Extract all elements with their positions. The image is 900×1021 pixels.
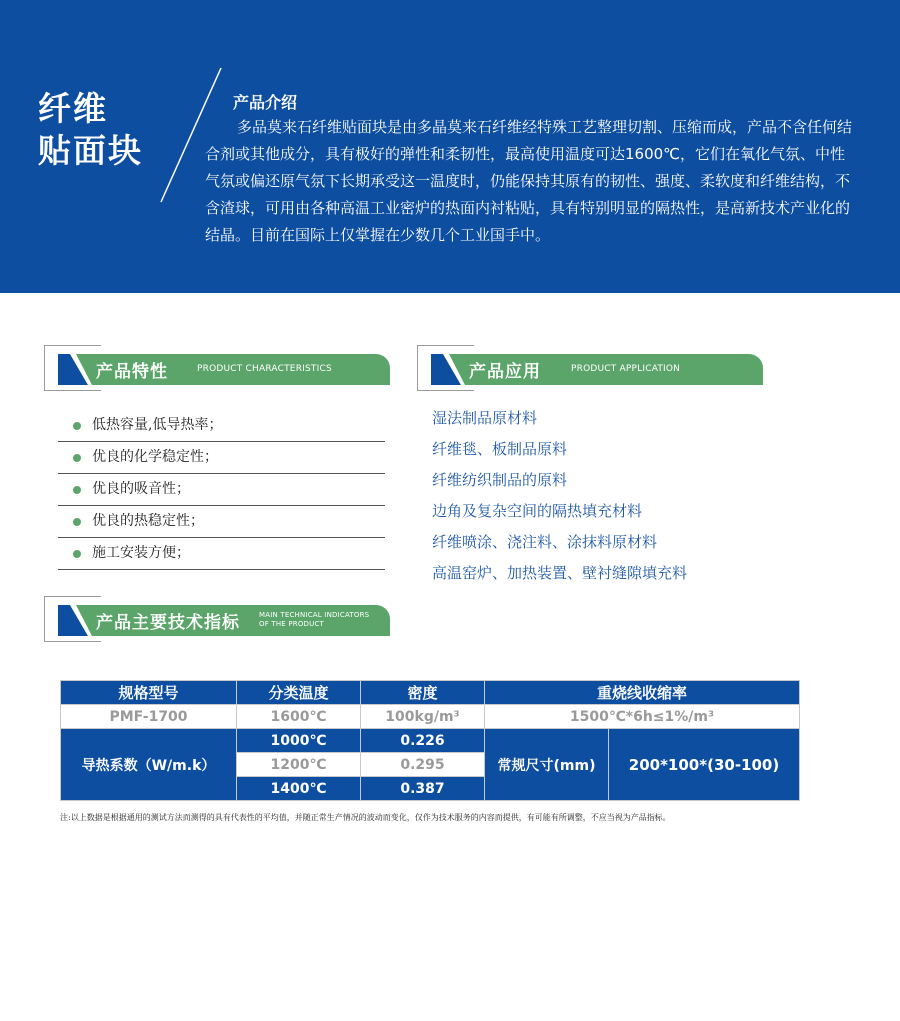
- intro-heading: 产品介绍: [233, 93, 298, 112]
- indicators-title-cn: 产品主要技术指标: [96, 613, 240, 633]
- table-cell: 1200℃: [237, 753, 361, 777]
- conductivity-label: 导热系数（W/m.k）: [61, 729, 237, 801]
- product-title-line2: 贴面块: [38, 131, 143, 170]
- list-item: 优良的化学稳定性；: [58, 442, 385, 474]
- table-cell: PMF-1700: [61, 705, 237, 729]
- table-header-cell: 密度: [361, 681, 485, 705]
- table-cell: 0.387: [361, 777, 485, 801]
- characteristics-list: [58, 410, 385, 570]
- characteristics-header: [44, 354, 390, 392]
- table-cell: 1500℃*6h≤1%/m³: [485, 705, 800, 729]
- application-list: [432, 404, 687, 590]
- bullet-dot-icon: [73, 422, 81, 430]
- size-label: 常规尺寸(mm): [485, 729, 609, 801]
- product-title-line1: 纤维: [38, 89, 108, 128]
- list-item: 高温窑炉、加热装置、壁衬缝隙填充料: [432, 564, 688, 582]
- list-item: 纤维毯、板制品原料: [432, 440, 568, 458]
- list-item: 低热容量,低导热率；: [58, 410, 385, 442]
- product-title: [38, 88, 143, 172]
- header-triangle-icon: [431, 354, 465, 385]
- top-banner: [0, 0, 900, 293]
- indicators-title-en: MAIN TECHNICAL INDICATORS OF THE PRODUCT: [259, 611, 370, 628]
- header-triangle-icon: [58, 354, 92, 385]
- size-value: 200*100*(30-100): [609, 729, 800, 801]
- indicators-header: [44, 605, 390, 643]
- application-header: [417, 354, 763, 392]
- table-row: [61, 705, 800, 729]
- table-row: [61, 681, 800, 705]
- bullet-dot-icon: [73, 486, 81, 494]
- bullet-dot-icon: [73, 454, 81, 462]
- header-triangle-icon: [58, 605, 92, 636]
- table-cell: 1400℃: [237, 777, 361, 801]
- table-cell: 1000℃: [237, 729, 361, 753]
- bullet-dot-icon: [73, 550, 81, 558]
- footnote: 注:以上数据是根据通用的测试方法而测得的具有代表性的平均值，并随正常生产情况的波动而变化，仅作为技术服务的内容而提供，有可能有所调整，不应当视为产品指标。: [60, 813, 671, 822]
- table-header-cell: 规格型号: [61, 681, 237, 705]
- list-item: 湿法制品原材料: [432, 409, 538, 427]
- list-item: 优良的热稳定性；: [58, 506, 385, 538]
- application-title-en: PRODUCT APPLICATION: [571, 364, 681, 374]
- table-cell: 100kg/m³: [361, 705, 485, 729]
- characteristics-title-cn: 产品特性: [96, 362, 168, 382]
- bullet-dot-icon: [73, 518, 81, 526]
- list-item: 施工安装方便；: [58, 538, 385, 570]
- table-header-cell: 分类温度: [237, 681, 361, 705]
- list-item: 边角及复杂空间的隔热填充材料: [432, 502, 643, 520]
- characteristics-title-en: PRODUCT CHARACTERISTICS: [197, 364, 332, 374]
- list-item: 优良的吸音性；: [58, 474, 385, 506]
- table-row: [61, 729, 800, 753]
- table-cell: 0.226: [361, 729, 485, 753]
- intro-text: 多品莫来石纤维贴面块是由多晶莫来石纤维经特殊工艺整理切割、压缩而成，产品不含任何结合剂或其他成分，具有极好的弹性和柔韧性，最高使用温度可达1600℃，它们在氧化气氛、中性气氛或偏还原气氛下长期承受这一温度时，仍能保持其原有的韧性、强度、柔软度和纤维结构，不含渣球，可用由各种高温工业密炉的热面内衬粘贴，具有特别明显的隔热性，是高新技术产业化的结晶。目前在国际上仅掌握在少数几个工业国手中。: [205, 118, 853, 244]
- table-cell: 0.295: [361, 753, 485, 777]
- list-item: 纤维纺织制品的原料: [432, 471, 568, 489]
- list-item: 纤维喷涂、浇注料、涂抹料原材料: [432, 533, 658, 551]
- application-title-cn: 产品应用: [469, 362, 541, 382]
- table-header-cell: 重烧线收缩率: [485, 681, 800, 705]
- table-cell: 1600℃: [237, 705, 361, 729]
- spec-table: [60, 680, 800, 801]
